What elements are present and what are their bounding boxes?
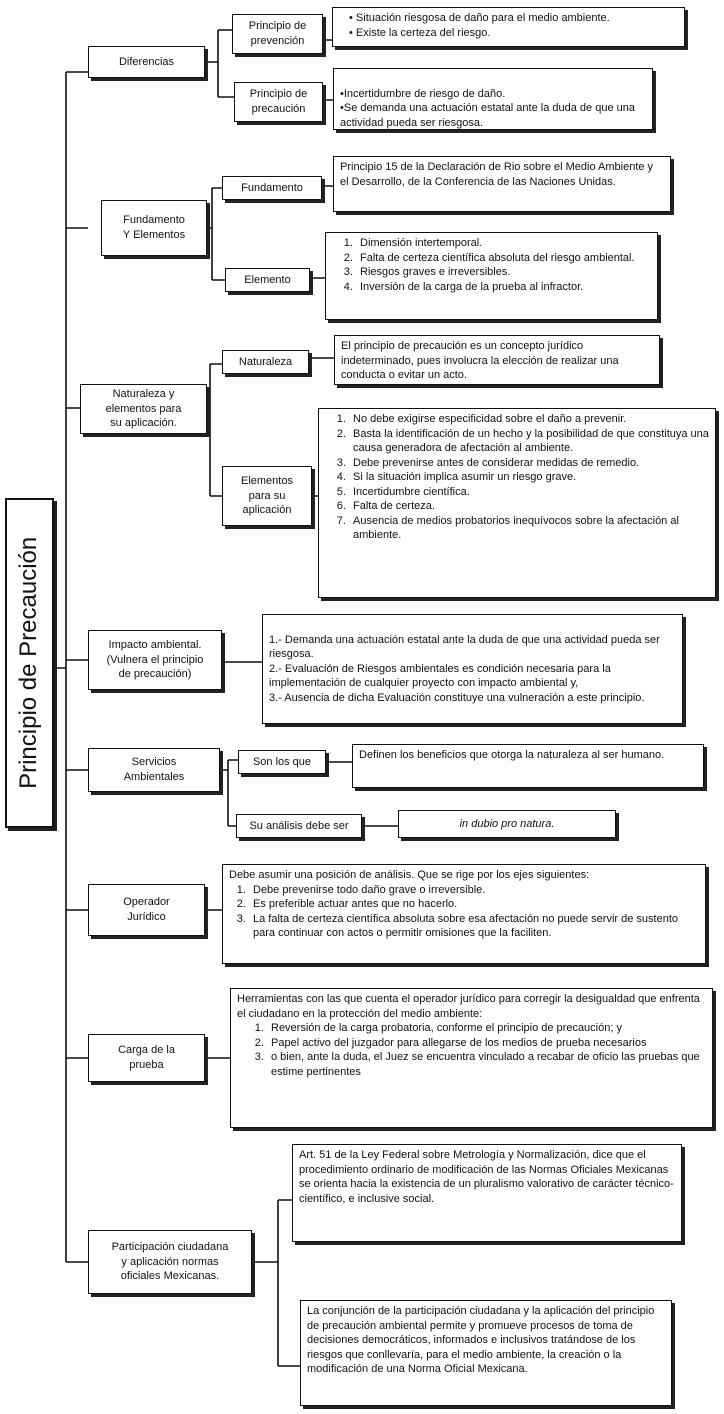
box-elementos-list [318,408,716,598]
box-participacion-conjuncion [300,1300,672,1406]
node-principio-precaucion [234,82,323,122]
carga-item: 2. Papel activo del juzgador para allegarse de los medios de prueba necesarios [267,1036,706,1051]
box-prevencion-detail [332,7,685,47]
elementos-item: 4. Si la situación implica asumir un riesgo grave. [349,470,709,485]
prevencion-item: • Existe la certeza del riesgo. [349,26,678,41]
node-operador-juridico-label: Operador Jurídico [123,896,170,923]
impacto-text: 1.- Demanda una actuación estatal ante la duda de que una actividad pueda ser riesgosa. 2.- Evaluación de Riesgos ambientales es condición necesaria para la implementación de cualquier proyecto con impacto ambiental y, 3.- Ausencia de dicha Evaluación constituye una vulneración a este principio. [269,633,660,704]
node-fundamento [222,176,322,200]
elemento-item: 4. Inversión de la carga de la prueba al infractor. [356,280,651,295]
elementos-item: 3. Debe prevenirse antes de considerar medidas de remedio. [349,456,709,471]
elemento-item: 2. Falta de certeza científica absoluta del riesgo ambiental. [356,251,651,266]
node-operador-juridico [88,884,205,936]
box-participacion-art51 [292,1144,682,1242]
node-su-analisis-label: Su análisis debe ser [249,819,349,832]
precaucion-text: •Incertidumbre de riesgo de daño. •Se demanda una actuación estatal ante la duda de que una actividad pueda ser riesgosa. [340,87,635,129]
operador-intro: Debe asumir una posición de análisis. Que se rige por los ejes siguientes: [229,869,590,881]
elementos-item: 1. No debe exigirse especificidad sobre el daño a prevenir. [349,412,709,427]
operador-item: 2. Es preferible actuar antes que no hacerlo. [249,897,699,912]
node-impacto-ambiental-label: Impacto ambiental. (Vulnera el principio de precaución) [106,639,204,681]
node-naturaleza-elementos [80,384,207,434]
node-principio-prevencion-label: Principio de prevención [248,20,307,47]
operador-item: 3. La falta de certeza científica absoluta sobre esa afectación no puede servir de sustento para continuar con actos o permitir omisiones que la faciliten. [249,912,699,941]
node-participacion-ciudadana-label: Participación ciudadana y aplicación normas oficiales Mexicanas. [111,1241,229,1283]
carga-item: 1. Reversión de la carga probatoria, conforme el principio de precaución; y [267,1021,706,1036]
box-naturaleza-detail [334,335,660,385]
elementos-item: 6. Falta de certeza. [349,499,709,514]
node-elementos-aplicacion-label: Elementos para su aplicación [241,475,293,517]
analisis-text: in dubio pro natura. [459,817,555,830]
node-fundamento-elementos-label: Fundamento Y Elementos [122,214,186,241]
box-analisis-detail [398,810,616,838]
node-servicios-ambientales-label: Servicios Ambientales [123,756,185,783]
node-son-los-que-label: Son los que [252,755,312,768]
node-naturaleza-label: Naturaleza [238,355,293,368]
node-impacto-ambiental [88,630,222,690]
box-elemento-list [325,232,658,320]
box-fundamento-detail [333,156,671,212]
node-participacion-ciudadana [88,1230,252,1294]
box-impacto-detail [262,614,683,724]
carga-item: 3. o bien, ante la duda, el Juez se encuentra vinculado a recabar de oficio las pruebas que estime pertinentes [267,1050,706,1079]
box-son-detail [352,744,704,788]
node-servicios-ambientales [88,748,220,792]
node-principio-prevencion [232,14,323,54]
elementos-item: 5. Incertidumbre científica. [349,485,709,500]
node-naturaleza-elementos-label: Naturaleza y elementos para su aplicación. [105,388,182,430]
elemento-item: 3. Riesgos graves e irreversibles. [356,265,651,280]
box-precaucion-detail [333,68,653,130]
node-son-los-que [238,750,326,774]
node-su-analisis [236,814,362,838]
node-fundamento-elementos [101,200,207,256]
node-principio-precaucion-label: Principio de precaución [249,88,308,115]
participacion-text1: Art. 51 de la Ley Federal sobre Metrología y Normalización, dice que el procedimiento ordinario de modificación de las Normas Oficiales Mexicanas se orienta hacia la existencia de un pluralismo valorativo de carácter técnico-científico, e inclusive social. [299,1149,674,1205]
root-node [5,498,54,828]
node-carga-prueba [88,1034,205,1082]
carga-intro: Herramientas con las que cuenta el operador jurídico para corregir la desigualdad que enfrenta el ciudadano en la protección del medio ambiente: [237,993,700,1020]
node-carga-prueba-label: Carga de la prueba [118,1044,175,1071]
operador-item: 1. Debe prevenirse todo daño grave o irreversible. [249,883,699,898]
naturaleza-text: El principio de precaución es un concepto jurídico indeterminado, pues involucra la elección de realizar una conducta o evitar un acto. [341,340,619,382]
elemento-item: 1. Dimensión intertemporal. [356,236,651,251]
box-operador-detail [222,864,706,964]
participacion-text2: La conjunción de la participación ciudadana y la aplicación del principio de precaución ambiental permite y promueve procesos de toma de decisiones democráticos, informados e inclusivos tratándose de los riesgos que conllevaría, para el medio ambiente, la creación o la modificación de una Norma Oficial Mexicana. [307,1305,655,1376]
fundamento-text: Principio 15 de la Declaración de Rio sobre el Medio Ambiente y el Desarrollo, de la Conferencia de las Naciones Unidas. [340,161,654,188]
node-diferencias [88,46,205,78]
elementos-item: 2. Basta la identificación de un hecho y la posibilidad de que constituya una causa generadora de afectación al ambiente. [349,427,709,456]
box-carga-detail [230,988,713,1128]
node-naturaleza [222,350,309,374]
node-elementos-aplicacion [222,466,312,526]
node-elemento-label: Elemento [244,273,291,286]
root-title: Principio de Precaución [15,536,43,790]
node-diferencias-label: Diferencias [118,55,175,68]
prevencion-item: • Situación riesgosa de daño para el medio ambiente. [349,11,678,26]
node-elemento [225,268,310,292]
son-text: Definen los beneficios que otorga la naturaleza al ser humano. [359,749,665,761]
elementos-item: 7. Ausencia de medios probatorios inequívocos sobre la afectación al ambiente. [349,514,709,543]
node-fundamento-label: Fundamento [241,181,303,194]
